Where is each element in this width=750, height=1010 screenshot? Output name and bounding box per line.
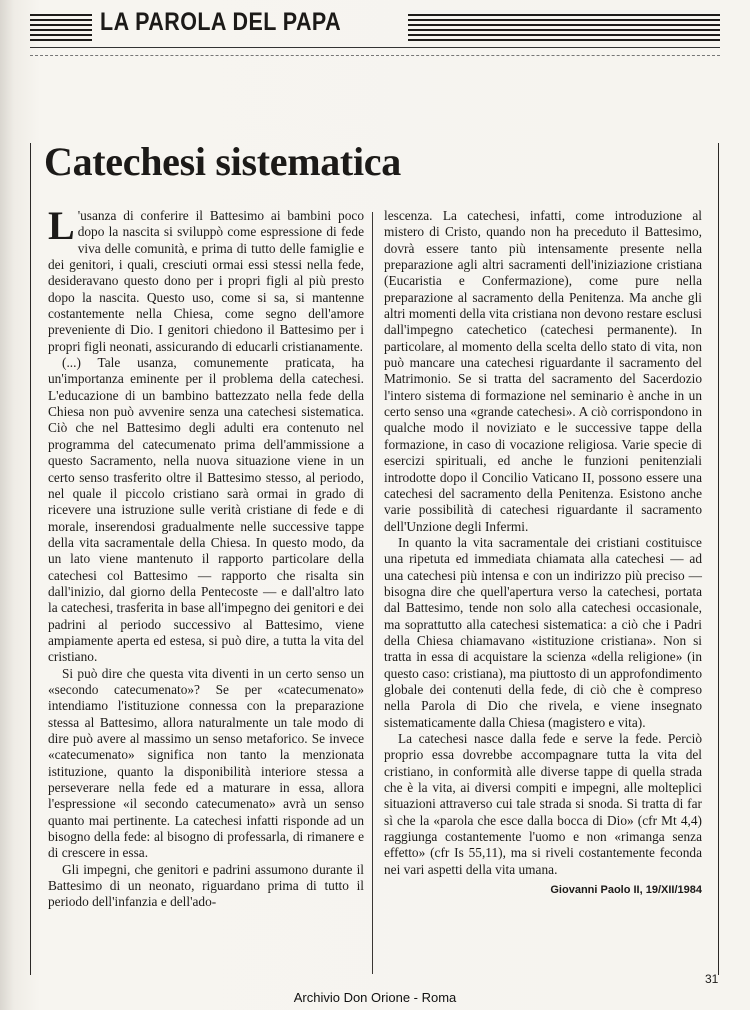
archive-footer: Archivio Don Orione - Roma	[293, 990, 457, 1005]
paragraph: Gli impegni, che genitori e padrini assumono durante il Battesimo di un neonato, riguardano prima di tutto il periodo dell'infanzia e dell'ado-	[48, 861, 364, 910]
right-column	[384, 208, 702, 898]
paragraph: Si può dire che questa vita diventi in un certo senso un «secondo catecumenato»? Se per «catecumenato» intendiamo l'istituzione connessa con la preparazione stessa al Battesimo, allora naturalmente un tale modo di dire può avere al massimo un senso metaforico. Se invece «catecumenato» significa non tanto la menzionata istituzione, quanto la disponibilità interiore stessa a perseverare nella fede ed a maturare in essa, allora l'espressione «il secondo catecumenato» avrà un senso quanto mai pertinente. La catechesi infatti risponde ad un bisogno della fede: al bisogno di professarla, di rimanere e di crescere in essa.	[48, 665, 364, 861]
drop-cap: L	[48, 203, 75, 248]
frame-left-rule	[30, 143, 31, 975]
header-underline	[30, 47, 720, 48]
signature: Giovanni Paolo II, 19/XII/1984	[550, 884, 702, 897]
article-title: Catechesi sistematica	[44, 139, 401, 184]
section-title: LA PAROLA DEL PAPA	[100, 8, 342, 36]
header-rule-left	[30, 14, 92, 44]
header-dashed-line	[30, 55, 720, 56]
paragraph: L 'usanza di conferire il Battesimo ai bambini poco dopo la nascita si sviluppò come espressione di fede viva delle comunità, e prima di tutto delle famiglie e dei genitori, i quali, cresciuti ormai essi stessi nella fede, desideravano questo dono per i propri figli al più presto dopo la nascita. Questo uso, come si sa, si mantenne costantemente nella Chiesa, come segno dell'amore preveniente di Dio. I genitori chiedono il Battesimo per i propri figli neonati, assicurando di educarli cristianamente.	[48, 203, 364, 354]
page-number: 31	[705, 972, 719, 986]
column-divider	[372, 212, 373, 974]
paragraph: La catechesi nasce dalla fede e serve la fede. Perciò proprio essa dovrebbe accompagnare tutta la vita del cristiano, in conformità alle diverse tappe di quella strada che è la vita, ai diversi compiti e impegni, alle molteplici situazioni attraverso cui tale strada si snoda. Si tratta di far sì che la «parola che esce dalla bocca di Dio» (cfr Mt 4,4) raggiunga costantemente l'uomo e non «rimanga senza effetto» (cfr Is 55,11), ma si riveli costantemente feconda nei vari aspetti della vita umana.	[384, 731, 702, 877]
frame-right-rule	[718, 143, 719, 975]
left-column	[48, 203, 364, 911]
header-rule-right	[408, 14, 720, 44]
paragraph: lescenza. La catechesi, infatti, come introduzione al mistero di Cristo, quando non ha preceduto il Battesimo, dovrà essere tanto più intensamente presente nella preparazione agli altri sacramenti dell'iniziazione cristiana (Eucaristia e Confermazione), come pure nella preparazione al sacramento della Penitenza. Ma anche gli altri momenti della vita cristiana non devono restare esclusi dall'impegno catechetico (catechesi permanente). In particolare, al momento della scelta dello stato di vita, non può mancare una catechesi riguardante il sacramento del Matrimonio. Se si tratta del sacramento del Sacerdozio l'intero sistema di formazione nel seminario è anche in un certo senso una «grande catechesi». A ciò corrispondono in qualche modo il noviziato e le successive tappe della formazione, in caso di vocazione religiosa. Varie specie di esercizi spirituali, ed anche le funzioni penitenziali introdotte dopo il Concilio Vaticano II, possono essere una catechesi del sacramento della Penitenza. Esistono anche varie possibilità di catechesi riguardante il sacramento dell'Unzione degli Infermi.	[384, 208, 702, 534]
paragraph: In quanto la vita sacramentale dei cristiani costituisce una ripetuta ed immediata chiamata alla catechesi — ad una catechesi più intensa e con un indirizzo più preciso — bisogna dire che quell'apertura verso la catechesi, portata dal Battesimo, tende non solo alla catechesi occasionale, ma soprattutto alla catechesi sistematica: a ciò che i Padri della Chiesa chiamavano «istituzione cristiana». Non si tratta in essa di acquistare la scienza «della religione» (in questo caso: cristiana), ma piuttosto di un approfondimento globale dei contenuti della fede, di ciò che è compreso nella Parola di Dio che rivela, e viene insegnato sistematicamente dalla Chiesa (magistero e vita).	[384, 534, 702, 730]
paragraph: (...) Tale usanza, comunemente praticata, ha un'importanza eminente per il problema della catechesi. L'educazione di un bambino battezzato nella fede della Chiesa non può avvenire senza una catechesi sistematica. Ciò che nel Battesimo degli adulti era contenuto nel programma del catecumenato prima dell'ammissione a questo Sacramento, nella nuova situazione viene in un certo senso trasferito oltre il Battesimo stesso, al periodo, nel quale il piccolo cristiano sarà ormai in grado di ricevere una istruzione sulle verità cristiane di fede e di morale, inserendosi gradualmente nelle successive tappe della vita sacramentale della Chiesa. In questo modo, da un lato viene mantenuto il rapporto particolare della catechesi col Battesimo — rapporto che risalta sin dall'inizio, dal giorno della Pentecoste — e dall'altro lato la catechesi, trasferita in base all'impegno dei genitori e dei padrini al periodo successivo al Battesimo, viene ampiamente aperta ed estesa, si può dire, a tutta la vita del cristiano.	[48, 355, 364, 665]
